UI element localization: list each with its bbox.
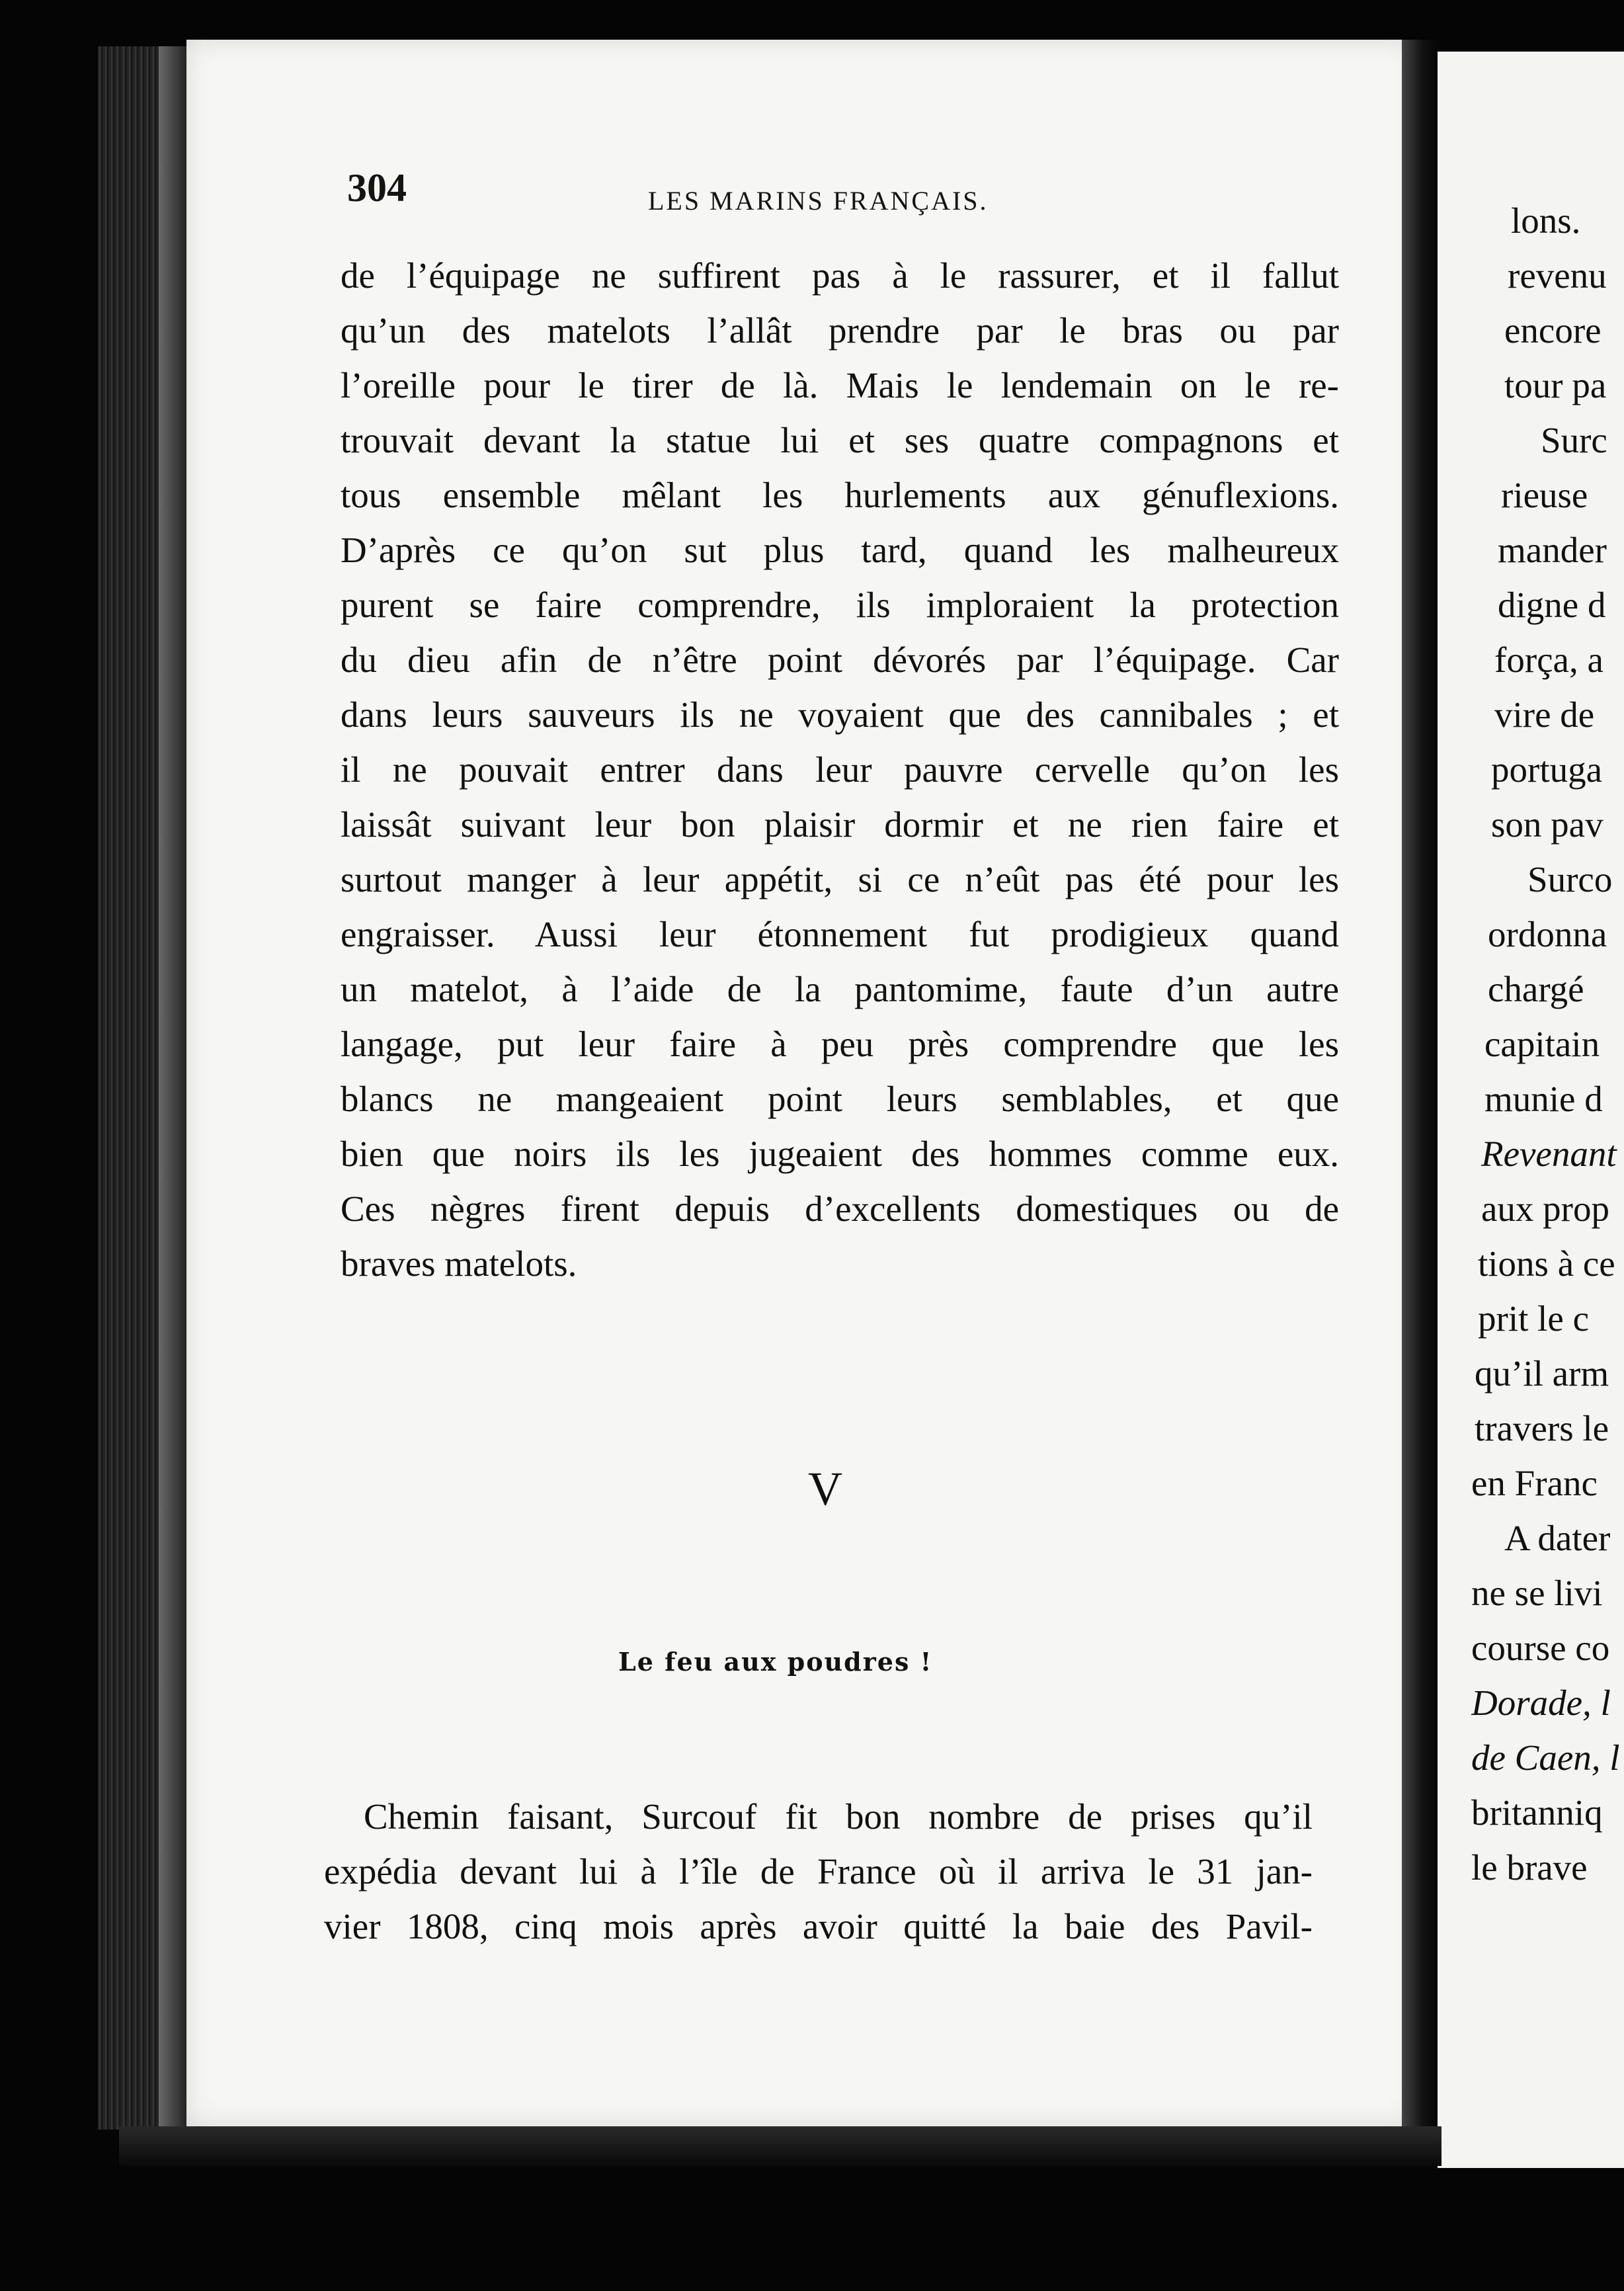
text-line: bien que noirs ils les jugeaient des hommes comme eux. <box>341 1134 1339 1174</box>
text-line: le brave <box>1471 1847 1588 1888</box>
page-number: 304 <box>347 166 407 210</box>
running-title: LES MARINS FRANÇAIS. <box>648 186 989 216</box>
bottom-shadow <box>119 2126 1441 2166</box>
text-line: qu’un des matelots l’allât prendre par le bras ou par <box>341 310 1339 351</box>
text-line: purent se faire comprendre, ils imploraient la protection <box>341 585 1339 625</box>
chapter-title: Le feu aux poudres ! <box>618 1647 933 1677</box>
chapter-numeral: V <box>808 1462 842 1515</box>
text-line: de Caen, l <box>1471 1737 1620 1778</box>
text-line: britanniq <box>1471 1792 1603 1833</box>
text-line: engraisser. Aussi leur étonnement fut prodigieux quand <box>341 914 1339 954</box>
text-line: surtout manger à leur appétit, si ce n’eût pas été pour les <box>341 859 1339 899</box>
text-line: Ces nègres firent depuis d’excellents domestiques ou de <box>341 1188 1339 1229</box>
text-line: en Franc <box>1471 1463 1598 1503</box>
text-line: trouvait devant la statue lui et ses quatre compagnons et <box>341 420 1339 460</box>
text-line: Dorade, l <box>1471 1683 1611 1723</box>
text-line: digne d <box>1498 585 1606 625</box>
text-line: D’après ce qu’on sut plus tard, quand les malheureux <box>341 530 1339 570</box>
text-line: blancs ne mangeaient point leurs semblables, et que <box>341 1079 1339 1119</box>
text-line: A dater <box>1504 1518 1611 1558</box>
text-line: tour pa <box>1504 365 1607 405</box>
text-line: rieuse <box>1501 475 1588 515</box>
text-line: lons. <box>1511 200 1581 241</box>
text-line: Surc <box>1541 420 1607 460</box>
text-line: mander <box>1498 530 1607 570</box>
right-page-text <box>1471 193 1623 1895</box>
text-line: laissât suivant leur bon plaisir dormir et ne rien faire et <box>341 804 1339 845</box>
text-line: il ne pouvait entrer dans leur pauvre cervelle qu’on les <box>341 749 1339 790</box>
text-line: Surco <box>1527 859 1613 899</box>
paragraph-1 <box>341 248 1339 1291</box>
text-line: encore <box>1504 310 1602 351</box>
text-line: aux prop <box>1481 1188 1609 1229</box>
text-line: força, a <box>1494 640 1604 680</box>
text-line: dans leurs sauveurs ils ne voyaient que des cannibales ; et <box>341 694 1339 735</box>
text-line: du dieu afin de n’être point dévorés par l’équipage. Car <box>341 640 1339 680</box>
text-line: expédia devant lui à l’île de France où il arriva le 31 jan- <box>324 1851 1313 1892</box>
text-line: tous ensemble mêlant les hurlements aux génuflexions. <box>341 475 1339 515</box>
text-line: ordonna <box>1488 914 1607 954</box>
text-line: course co <box>1471 1628 1610 1668</box>
text-line: capitain <box>1484 1024 1600 1064</box>
text-line: un matelot, à l’aide de la pantomime, faute d’un autre <box>341 969 1339 1009</box>
text-line: Chemin faisant, Surcouf fit bon nombre de prises qu’il <box>364 1796 1313 1837</box>
text-line: chargé <box>1488 969 1584 1009</box>
text-line: travers le <box>1475 1408 1609 1448</box>
text-line: qu’il arm <box>1475 1353 1609 1394</box>
text-line: braves matelots. <box>341 1243 577 1284</box>
text-line: ne se livi <box>1471 1573 1603 1613</box>
text-line: Revenant <box>1481 1134 1617 1174</box>
text-line: munie d <box>1484 1079 1603 1119</box>
text-line: tions à ce <box>1478 1243 1615 1284</box>
book-gutter <box>1402 40 1438 2163</box>
text-line: l’oreille pour le tirer de là. Mais le lendemain on le re- <box>341 365 1339 405</box>
text-line: prit le c <box>1478 1298 1589 1339</box>
text-line: son pav <box>1491 804 1604 845</box>
text-line: de l’équipage ne suffirent pas à le rassurer, et il fallut <box>341 255 1339 296</box>
text-line: portuga <box>1491 749 1603 790</box>
text-line: vier 1808, cinq mois après avoir quitté la baie des Pavil- <box>324 1906 1313 1946</box>
text-line: langage, put leur faire à peu près comprendre que les <box>341 1024 1339 1064</box>
page-edge-shadow <box>159 46 190 2130</box>
paragraph-2 <box>324 1789 1313 1954</box>
text-line: vire de <box>1494 694 1595 735</box>
text-line: revenu <box>1508 255 1607 296</box>
